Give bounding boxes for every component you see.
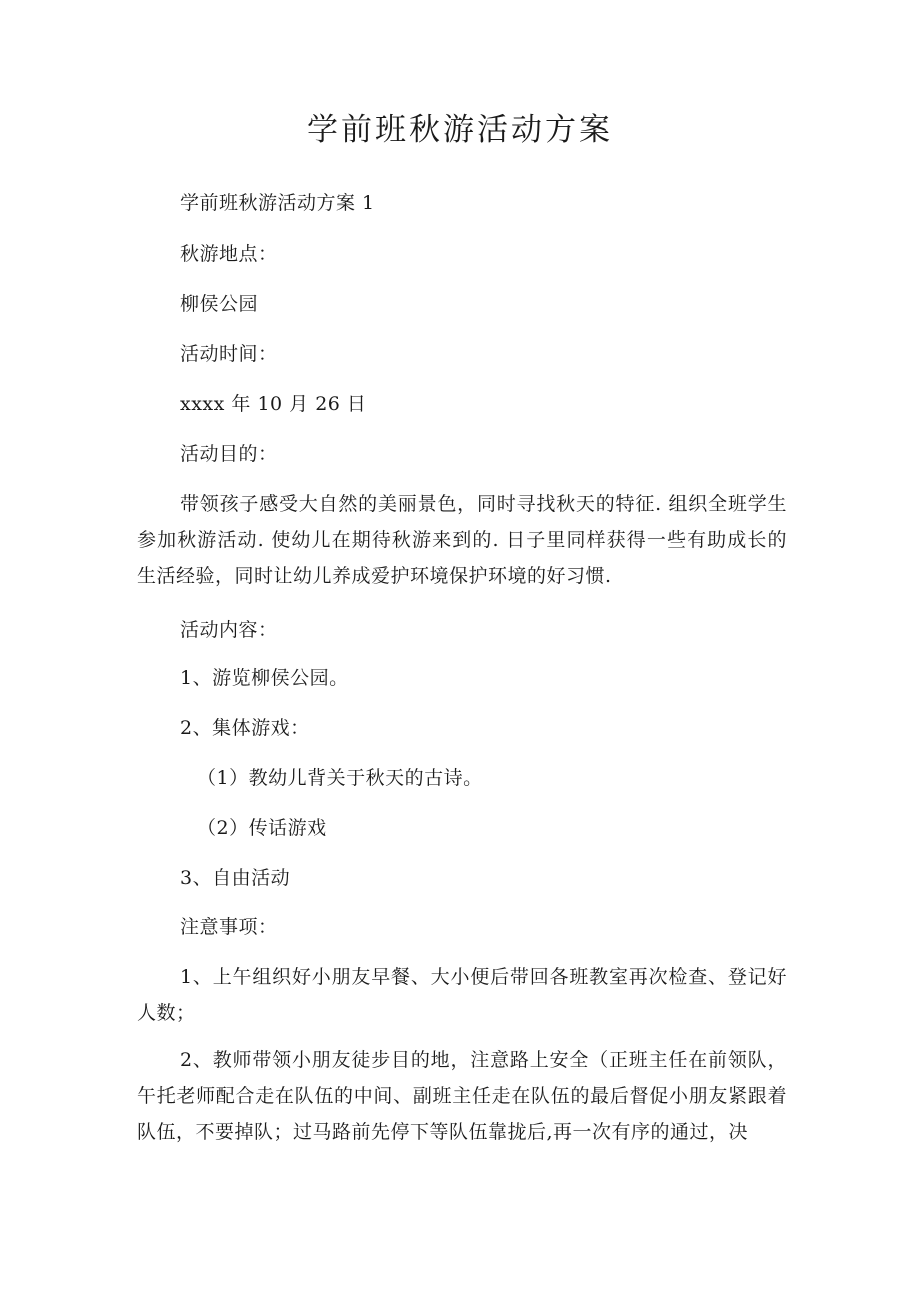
document-title: 学前班秋游活动方案 <box>307 112 613 148</box>
plan-heading: 学前班秋游活动方案 1 <box>180 192 375 214</box>
notes-label: 注意事项： <box>180 916 278 938</box>
location-value: 柳侯公园 <box>180 293 259 315</box>
location-label: 秋游地点： <box>180 243 278 265</box>
content-subitem-1: （1）教幼儿背关于秋天的古诗。 <box>197 767 483 789</box>
content-item-1: 1、游览柳侯公园。 <box>180 667 349 689</box>
note-paragraph-2: 2、教师带领小朋友徒步目的地，注意路上安全（正班主任在前领队，午托老师配合走在队伍的中间、副班主任走在队伍的最后督促小朋友紧跟着队伍，不要掉队；过马路前先停下等队伍靠拢后,再一次有序的通过，决 <box>137 1049 787 1143</box>
purpose-paragraph: 带领孩子感受大自然的美丽景色，同时寻找秋天的特征. 组织全班学生参加秋游活动. 使幼儿在期待秋游来到的. 日子里同样获得一些有助成长的生活经验，同时让幼儿养成爱护环境保护环境的好习惯. <box>137 493 787 587</box>
content-item-3: 3、自由活动 <box>180 867 291 889</box>
content-item-2: 2、集体游戏： <box>180 717 310 739</box>
note-paragraph-1: 1、上午组织好小朋友早餐、大小便后带回各班教室再次检查、登记好人数； <box>137 966 787 1024</box>
time-label: 活动时间： <box>180 343 278 365</box>
time-value: xxxx 年 10 月 26 日 <box>180 393 367 415</box>
content-label: 活动内容： <box>180 619 278 641</box>
content-subitem-2: （2）传话游戏 <box>197 817 327 839</box>
purpose-label: 活动目的： <box>180 443 278 465</box>
